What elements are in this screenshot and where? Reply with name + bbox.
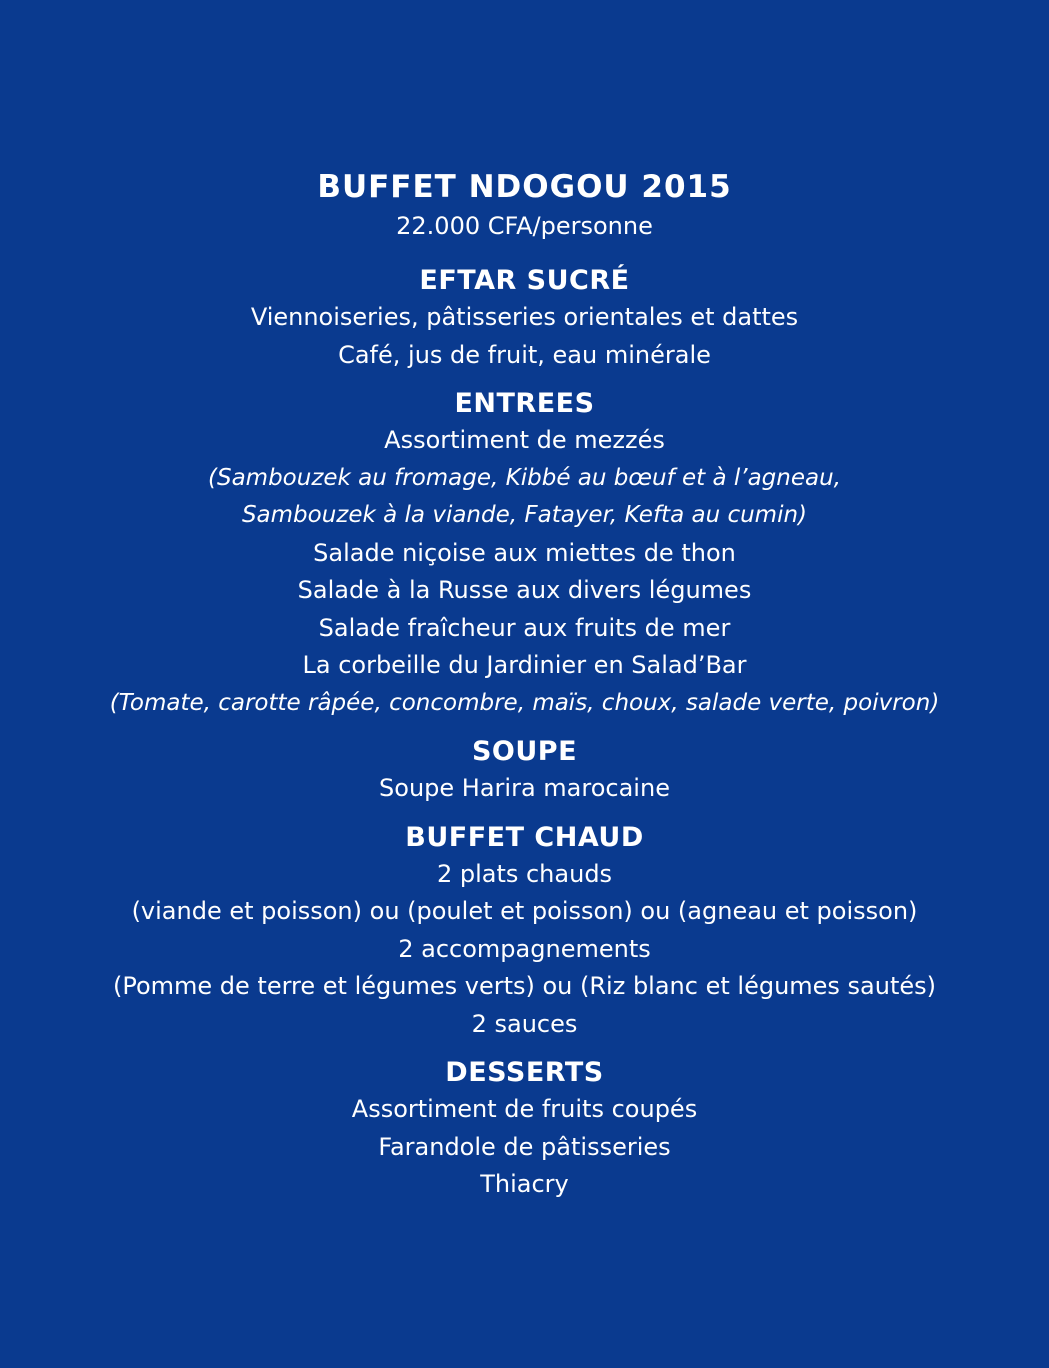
menu-price: 22.000 CFA/personne [396, 212, 653, 240]
menu-line-note: (Sambouzek au fromage, Kibbé au bœuf et à l’agneau, [208, 464, 841, 491]
menu-line: Farandole de pâtisseries [378, 1132, 671, 1161]
menu-line: Viennoiseries, pâtisseries orientales et dattes [250, 303, 799, 331]
menu-line: Thiacry [480, 1170, 569, 1198]
menu-line: (Pomme de terre et légumes verts) ou (Riz blanc et légumes sautés) [112, 972, 937, 1000]
section-title: SOUPE [471, 736, 578, 767]
menu-line: Assortiment de mezzés [384, 426, 665, 454]
section-entrees [0, 385, 1049, 722]
menu-line: Soupe Harira marocaine [379, 774, 670, 802]
menu-title: BUFFET NDOGOU 2015 [317, 169, 732, 205]
menu-line-note: (Tomate, carotte râpée, concombre, maïs, choux, salade verte, poivron) [109, 689, 940, 716]
section-buffet-chaud [0, 819, 1049, 1044]
section-eftar-sucre [0, 262, 1049, 374]
menu-line: Salade fraîcheur aux fruits de mer [318, 613, 731, 642]
menu-line-note: Sambouzek à la viande, Fatayer, Kefta au cumin) [241, 502, 808, 528]
section-title: DESSERTS [445, 1057, 604, 1088]
menu-line: 2 plats chauds [436, 859, 613, 888]
section-title: EFTAR SUCRÉ [419, 265, 630, 296]
menu-line: Salade niçoise aux miettes de thon [313, 538, 736, 567]
section-title: BUFFET CHAUD [405, 821, 644, 853]
menu-line: 2 accompagnements [398, 934, 651, 963]
menu-line: Salade à la Russe aux divers légumes [297, 576, 752, 604]
menu [0, 166, 1049, 1215]
section-desserts [0, 1054, 1049, 1204]
menu-line: La corbeille du Jardinier en Salad’Bar [302, 651, 747, 679]
menu-line: Café, jus de fruit, eau minérale [338, 340, 711, 369]
menu-line: 2 sauces [471, 1009, 578, 1038]
section-soupe [0, 733, 1049, 808]
menu-line: (viande et poisson) ou (poulet et poisson) ou (agneau et poisson) [131, 897, 918, 925]
section-title: ENTREES [454, 388, 595, 419]
menu-line: Assortiment de fruits coupés [351, 1095, 698, 1123]
